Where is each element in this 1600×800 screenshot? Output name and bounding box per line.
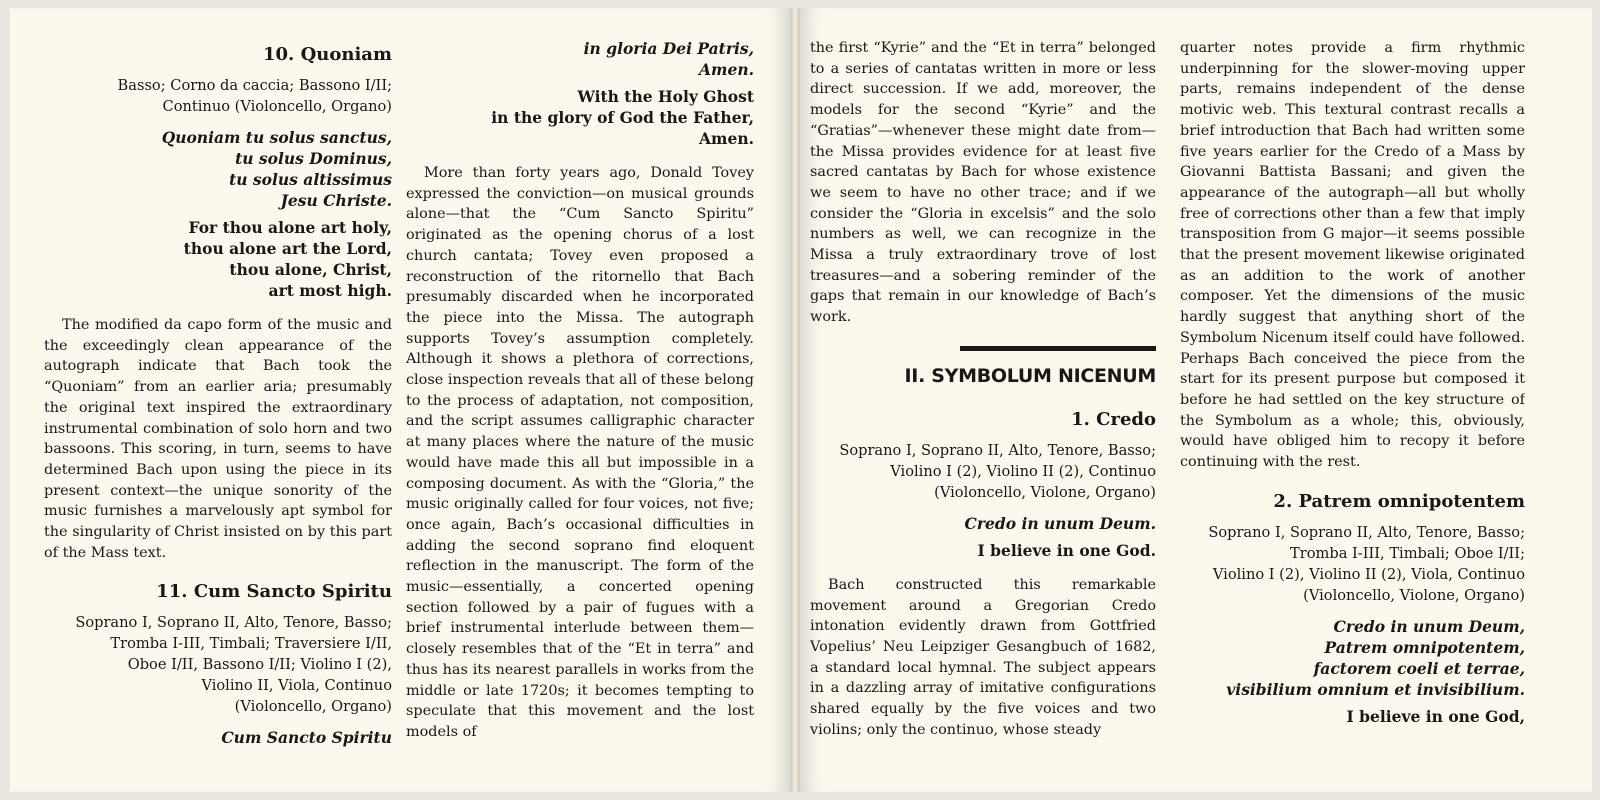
latin-text-credo: Credo in unum Deum.	[964, 513, 1156, 533]
book-gutter	[790, 8, 800, 792]
latin-text-cum-sancto: Cum Sancto Spiritu	[221, 728, 392, 748]
heading-cum-sancto: 11. Cum Sancto Spiritu	[156, 581, 392, 603]
left-column-1	[44, 38, 392, 768]
latin-text-quoniam: Quoniam tu solus sanctus, tu solus Dominus, tu solus altissimus Jesu Christe.	[161, 128, 392, 210]
left-page	[10, 8, 790, 792]
right-column-2	[1180, 38, 1525, 768]
english-text-cum-sancto: With the Holy Ghost in the glory of God the Father, Amen.	[491, 87, 754, 148]
scoring-cum-sancto: Soprano I, Soprano II, Alto, Tenore, Basso; Tromba I-III, Timbali; Traversiere I/II, Oboe I/II, Bassono I/II; Violino I (2), Violino II, Viola, Continuo (Violoncello, Organo)	[75, 614, 392, 716]
commentary-credo: Bach constructed this remarkable movement around a Gregorian Credo intonation evidently drawn from Gottfried Vopelius’ Neu Leipziger Gesangbuch of 1682, a standard local hymnal. The subject appears in a dazzling array of imitative configurations shared equally by the five voices and two violins; only the continuo, whose steady	[810, 576, 1156, 738]
right-page	[800, 8, 1592, 792]
latin-text-cum-sancto-end: in gloria Dei Patris, Amen.	[583, 39, 754, 79]
scoring-patrem: Soprano I, Soprano II, Alto, Tenore, Basso; Tromba I-III, Timbali; Oboe I/II; Violino I (2), Violino II (2), Viola, Continuo (Violoncello, Violone, Organo)	[1208, 523, 1525, 604]
section-title: II. SYMBOLUM NICENUM	[904, 364, 1156, 387]
scoring-credo: Soprano I, Soprano II, Alto, Tenore, Basso; Violino I (2), Violino II (2), Continuo (Violoncello, Violone, Organo)	[839, 441, 1156, 501]
commentary-cum-sancto: More than forty years ago, Donald Tovey expressed the conviction—on musical grounds alone—that the “Cum Sancto Spiritu” originated as the opening chorus of a lost church cantata; Tovey even proposed a reconstruction of the ritornello that Bach presumably discarded when he incorporated the piece into the Missa. The autograph supports Tovey’s assumption completely. Although it shows a plethora of corrections, close inspection reveals that all of these belong to the process of adaptation, not composition, and the script assumes calligraphic character at many places where the nature of the music would have made this all but impossible in a composing document. As with the “Gloria,” the music originally called for four voices, not five; once again, Bach’s occasional difficulties in adding the second soprano find eloquent reflection in the manuscript. The form of the music—essentially, a concerted opening section followed by a pair of fugues with a brief instrumental interlude between them—closely resembles that of the “Et in terra” and thus has its nearest parallels in works from the middle or late 1720s; it becomes tempting to speculate that this movement and the lost models of	[406, 165, 754, 740]
right-column-1	[810, 38, 1156, 768]
latin-text-patrem: Credo in unum Deum, Patrem omnipotentem, factorem coeli et terrae, visibilium omnium et invisibilium.	[1226, 616, 1525, 699]
heading-patrem: 2. Patrem omnipotentem	[1273, 490, 1525, 512]
english-text-quoniam: For thou alone art holy, thou alone art the Lord, thou alone, Christ, art most high.	[183, 218, 392, 300]
english-text-patrem: I believe in one God,	[1346, 706, 1525, 726]
commentary-quoniam: The modified da capo form of the music and the exceedingly clean appearance of the autograph indicate that Bach took the “Quoniam” from an earlier aria; presumably the original text inspired the extraordinary instrumental combination of solo horn and two bassoons. This scoring, in turn, seems to have determined Bach upon using the piece in its present context—the unique sonority of the music furnishes a marvelously apt symbol for the singularity of Christ insisted on by this part of the Mass text.	[44, 317, 392, 561]
english-text-credo: I believe in one God.	[977, 540, 1156, 560]
section-rule	[960, 346, 1156, 351]
commentary-continued: the first “Kyrie” and the “Et in terra” belonged to a series of cantatas written in more or less direct succession. If we add, moreover, the models for the second “Kyrie” and the “Gratias”—whenever these might date from—the Missa provides evidence for at least five sacred cantatas by Bach for whose existence we seem to have no other trace; and if we consider the “Gloria in excelsis” and the solo numbers as well, we can recognize in the Missa a truly extraordinary trove of lost treasures—and a sobering reminder of the gaps that remain in our knowledge of Bach’s work.	[810, 40, 1156, 326]
commentary-credo-continued: quarter notes provide a firm rhythmic underpinning for the slower-moving upper parts, remains independent of the dense motivic web. This textural contrast recalls a brief introduction that Bach had written some five years earlier for the Credo of a Mass by Giovanni Battista Bassani; and given the appearance of the autograph—all but wholly free of corrections other than a few that imply transposition from G major—it seems possible that the present movement likewise originated as an addition to the work of another composer. Yet the dimensions of the music hardly suggest that anything short of the Symbolum Nicenum itself could have followed. Perhaps Bach conceived the piece from the start for its present purpose but composed it before he had settled on the key structure of the Symbolum as a whole; this, obviously, would have obliged him to recopy it before continuing with the rest.	[1180, 40, 1525, 471]
left-column-2	[406, 38, 754, 768]
scoring-quoniam: Basso; Corno da caccia; Bassono I/II; Continuo (Violoncello, Organo)	[117, 77, 392, 115]
heading-credo: 1. Credo	[1071, 408, 1156, 430]
heading-quoniam: 10. Quoniam	[263, 44, 392, 65]
